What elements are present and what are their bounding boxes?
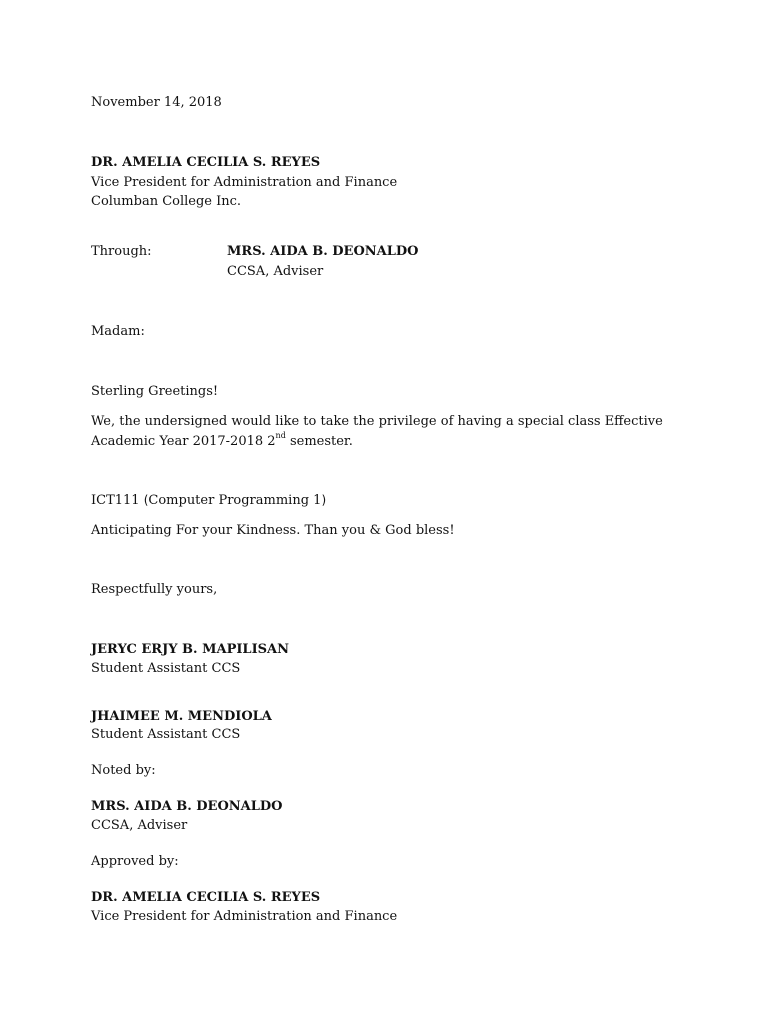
addressee-organization: Columban College Inc.	[91, 194, 242, 209]
course-close-paren: )	[321, 493, 327, 507]
noted-name: MRS. AIDA B. DEONALDO	[91, 799, 283, 814]
addressee-title: Vice President for Administration and Finance	[91, 175, 398, 190]
salutation: Madam:	[91, 324, 145, 339]
signatory-2-name: JHAIMEE M. MENDIOLA	[91, 709, 272, 724]
noted-title: CCSA, Adviser	[91, 818, 188, 833]
closing-note: Anticipating For your Kindness. Than you & God bless!	[91, 523, 455, 538]
through-label: Through:	[91, 244, 152, 259]
signatory-1-name: JERYC ERJY B. MAPILISAN	[91, 642, 290, 657]
course-open-paren: (	[143, 493, 149, 507]
greeting: Sterling Greetings!	[91, 384, 219, 399]
approved-name: DR. AMELIA CECILIA S. REYES	[91, 890, 321, 905]
ordinal-superscript: nd	[275, 430, 286, 440]
body-line2-suffix: semester.	[285, 434, 353, 449]
through-name: MRS. AIDA B. DEONALDO	[227, 244, 419, 259]
course-name: Computer Programming 1	[148, 493, 322, 508]
signatory-1-title: Student Assistant CCS	[91, 661, 241, 676]
signatory-2-title: Student Assistant CCS	[91, 727, 241, 742]
noted-label: Noted by:	[91, 763, 156, 778]
approved-title: Vice President for Administration and Finance	[91, 909, 398, 924]
body-line2-prefix: Academic Year 2017-2018 2	[91, 434, 276, 449]
course-code: ICT111	[91, 493, 144, 508]
letter-date: November 14, 2018	[91, 95, 222, 110]
complimentary-close: Respectfully yours,	[91, 582, 218, 597]
approved-label: Approved by:	[91, 854, 179, 869]
addressee-name: DR. AMELIA CECILIA S. REYES	[91, 155, 321, 170]
body-paragraph-line-2	[91, 432, 353, 451]
through-title: CCSA, Adviser	[227, 264, 324, 279]
body-paragraph-line-1: We, the undersigned would like to take the privilege of having a special class Effective	[91, 414, 663, 429]
course-line	[91, 491, 326, 510]
